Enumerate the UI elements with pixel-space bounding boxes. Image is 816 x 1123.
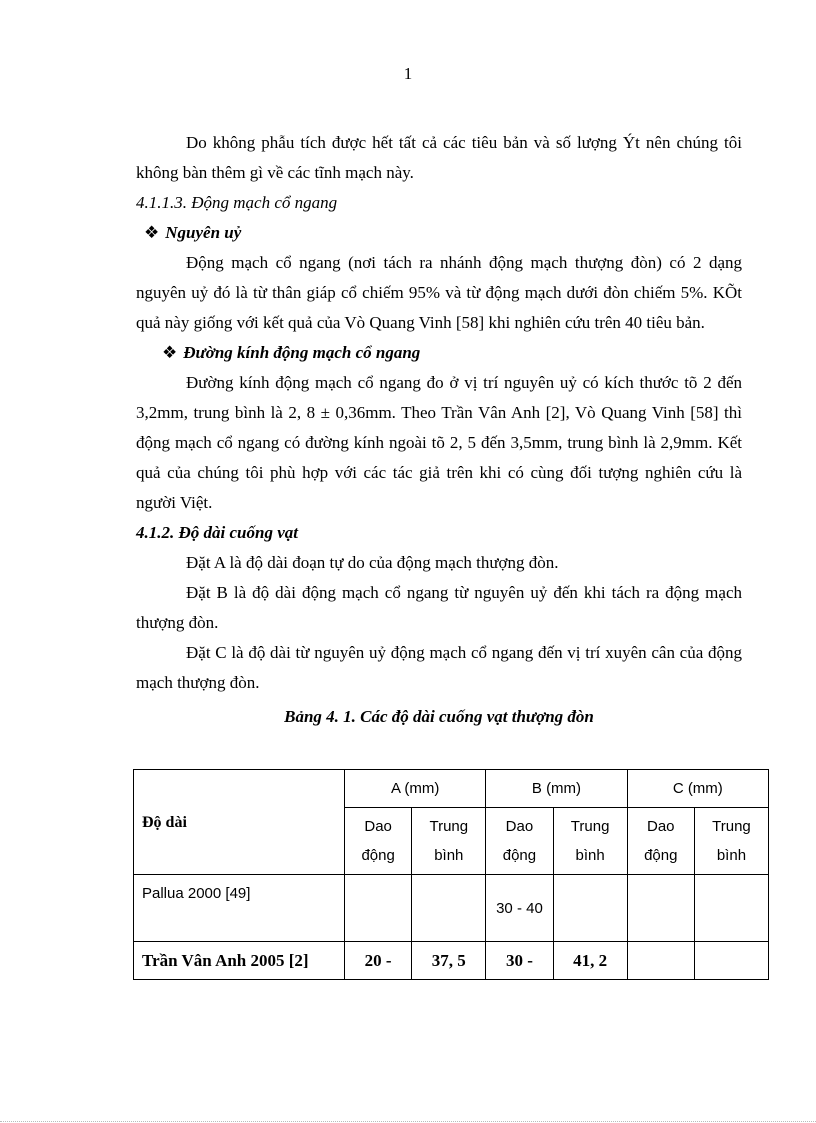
bullet-label: Đường kính động mạch cổ ngang [183,343,421,362]
paragraph-2: Động mạch cổ ngang (nơi tách ra nhánh động mạch thượng đòn) có 2 dạng nguyên uỷ đó là từ thân giáp cổ chiếm 95% và từ động mạch dưới đòn chiếm 5%. KÕt quả này giống với kết quả của Vò Quang Vinh [58] khi nghiên cứu trên 40 tiêu bản. [136,253,742,332]
header-group-a: A (mm) [345,770,486,808]
page-bottom-border [0,1121,816,1122]
subheader-mean: Trung bình [412,808,486,875]
subheader-range: Dao động [345,808,412,875]
bullet-duong-kinh [136,338,742,368]
header-group-b: B (mm) [486,770,627,808]
subheader-mean: Trung bình [694,808,768,875]
cell-a-mean [412,875,486,942]
diamond-bullet-icon: ❖ [144,223,160,242]
page-number: 1 [403,64,413,83]
cell-b-range: 30 - 40 [486,875,553,942]
paragraph-6: Đặt C là độ dài từ nguyên uỷ động mạch cổ ngang đến vị trí xuyên cân của động mạch thượng đòn. [136,643,742,692]
table-row [134,875,769,942]
cell-a-range: 20 - [345,942,412,980]
header-group-c: C (mm) [627,770,768,808]
paragraph-3: Đường kính động mạch cổ ngang đo ở vị trí nguyên uỷ có kích thước tõ 2 đến 3,2mm, trung bình là 2, 8 ± 0,36mm. Theo Trần Vân Anh [2], Vò Quang Vinh [58] thì động mạch cổ ngang có đường kính ngoài tõ 2, 5 đến 3,5mm, trung bình là 2,9mm. Kết quả của chúng tôi phù hợp với các tác giả trên khi có cùng đối tượng nghiên cứu là người Việt. [136,373,742,512]
cell-c-mean [694,942,768,980]
cell-c-mean [694,875,768,942]
document-body [136,128,742,732]
subheader-range: Dao động [627,808,694,875]
diamond-bullet-icon: ❖ [162,343,178,362]
table-header-row [134,770,769,808]
subheader-range: Dao động [486,808,553,875]
cell-a-range [345,875,412,942]
cell-c-range [627,875,694,942]
cell-b-mean [553,875,627,942]
row-label: Pallua 2000 [49] [134,875,345,942]
paragraph-4: Đặt A là độ dài đoạn tự do của động mạch thượng đòn. [186,553,559,572]
cell-c-range [627,942,694,980]
length-table [133,769,769,980]
cell-b-mean: 41, 2 [553,942,627,980]
paragraph-1: Do không phẫu tích được hết tất cả các tiêu bản và số lượng Ýt nên chúng tôi không bàn thêm gì về các tĩnh mạch này. [136,133,742,182]
subheader-mean: Trung bình [553,808,627,875]
header-do-dai: Độ dài [134,770,345,875]
subheading-4-1-1-3: 4.1.1.3. Động mạch cổ ngang [136,193,338,212]
row-label: Trần Vân Anh 2005 [2] [134,942,345,980]
cell-a-mean: 37, 5 [412,942,486,980]
bullet-label: Nguyên uỷ [165,223,242,242]
bullet-nguyen-uy [136,218,742,248]
cell-b-range: 30 - [486,942,553,980]
table-caption: Bảng 4. 1. Các độ dài cuống vạt thượng đòn [284,707,594,726]
subheading-4-1-2: 4.1.2. Độ dài cuống vạt [136,523,298,542]
paragraph-5: Đặt B là độ dài động mạch cổ ngang từ nguyên uỷ đến khi tách ra động mạch thượng đòn. [136,583,742,632]
table-row [134,942,769,980]
